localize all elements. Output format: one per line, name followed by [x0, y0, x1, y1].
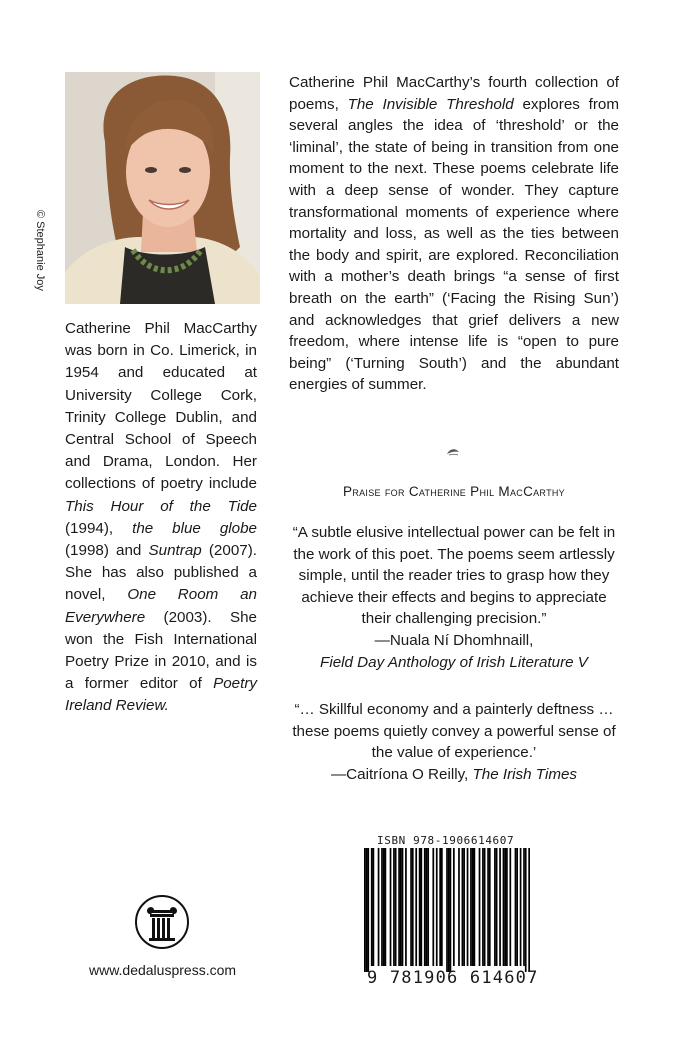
review-quote	[289, 522, 619, 673]
barcode-bar	[426, 848, 428, 966]
book-title: Poetry Ireland Review.	[65, 675, 257, 715]
bio-text: (1998) and	[65, 542, 149, 560]
book-title: One Room an Everywhere	[65, 586, 257, 626]
quote-text: “… Skillful economy and a painterly deftness … these poems quietly convey a powerful sense of the value of experience.’	[292, 701, 616, 762]
barcode-bar	[381, 848, 383, 966]
photo-credit	[30, 210, 50, 300]
photo-credit-text: © Stephanie Joy	[34, 210, 46, 291]
barcode-bar	[503, 848, 505, 966]
barcode-bar	[419, 848, 421, 966]
review-quote	[289, 699, 619, 785]
barcode-bar	[378, 848, 380, 966]
barcode-bar	[393, 848, 395, 966]
barcode-bar	[427, 848, 429, 966]
book-title: the blue globe	[132, 519, 257, 537]
barcode-bar	[450, 848, 452, 972]
barcode-bar	[482, 848, 484, 966]
barcode-bar	[474, 848, 476, 966]
barcode-bar	[520, 848, 522, 966]
book-title: Suntrap	[148, 542, 202, 560]
barcode-bar	[385, 848, 387, 966]
barcode-bar	[523, 848, 525, 966]
isbn-label: ISBN 978-1906614607	[377, 834, 515, 847]
quote-author: —Caitríona O Reilly,	[330, 765, 473, 783]
barcode-bar	[479, 848, 481, 966]
barcode-bar	[410, 848, 412, 966]
barcode-bar	[446, 848, 448, 972]
barcode-bar	[494, 848, 496, 966]
quote-source: Field Day Anthology of Irish Literature V	[320, 653, 588, 671]
bio-text: (2003). She won the Fish International Poetry Prize in 2010, and is a former editor of	[65, 608, 257, 693]
barcode-bar	[470, 848, 472, 966]
barcode-bar	[509, 848, 511, 966]
barcode-bar	[366, 848, 368, 972]
barcode-bar	[453, 848, 455, 966]
barcode-bar	[458, 848, 460, 966]
barcode-bar	[499, 848, 501, 966]
barcode-bar	[424, 848, 426, 966]
leaf-ornament-icon	[446, 445, 460, 457]
barcode-bar	[436, 848, 438, 966]
barcode-bar	[398, 848, 400, 966]
barcode-bar	[525, 848, 527, 972]
barcode-bar	[506, 848, 508, 966]
barcode-bar	[390, 848, 392, 966]
barcode-bar	[405, 848, 407, 966]
barcode-bar	[484, 848, 486, 966]
blurb-text: explores from several angles the idea of ‘threshold’ or the ‘liminal’, the state of being in transition from one moment to the next. These poems celebrate life with a deep sense of wonder. They capture transformational moments of experience where mortality and loss, as well as the ties between the body and spirit, are explored. Reconciliation with a mother’s death brings “a sense of first breath on the earth” (‘Facing the Rising Sun’) and acknowledges that grief delivers a new freedom, where intense life is “open to pure being” (‘Turning South’) and the abundant energies of summer.	[289, 95, 619, 394]
barcode-bar	[420, 848, 422, 966]
author-bio	[65, 318, 257, 718]
barcode-bar	[467, 848, 469, 966]
bio-text: (2007). She has also published a novel,	[65, 542, 257, 604]
book-blurb	[289, 72, 619, 396]
book-title: This Hour of the Tide	[65, 497, 257, 515]
publisher-logo	[134, 894, 190, 950]
barcode-bar	[441, 848, 443, 966]
publisher-website[interactable]: www.dedaluspress.com	[88, 962, 237, 978]
barcode-bar	[371, 848, 373, 966]
barcode-bar	[472, 848, 474, 966]
book-title: The Invisible Threshold	[347, 95, 514, 113]
quote-source: The Irish Times	[472, 765, 578, 783]
barcode-bar	[487, 848, 489, 966]
barcode-bar	[462, 848, 464, 966]
barcode	[364, 848, 530, 972]
barcode-bar	[383, 848, 385, 966]
barcode-number: 9 781906 614607	[367, 968, 539, 988]
barcode-bar	[395, 848, 397, 966]
barcode-bar	[367, 848, 369, 972]
barcode-bar	[489, 848, 491, 966]
blurb-text: Catherine Phil MacCarthy’s fourth collection of poems,	[289, 74, 619, 113]
barcode-bar	[463, 848, 465, 966]
quote-text: “A subtle elusive intellectual power can be felt in the work of this poet. The poems seem artlessly simple, until the reader tries to grasp how they achieve their effects and begins to appreciate their challenging precision.”	[292, 524, 616, 628]
barcode-bar	[439, 848, 441, 966]
barcode-bar	[515, 848, 517, 966]
barcode-bar	[516, 848, 518, 966]
barcode-bar	[373, 848, 375, 966]
barcode-bar	[496, 848, 498, 966]
barcode-bar	[364, 848, 366, 972]
barcode-bar	[432, 848, 434, 966]
barcode-bar	[402, 848, 404, 966]
bio-text: Catherine Phil MacCarthy was born in Co. Limerick, in 1954 and educated at University College Cork, Trinity College Dublin, and Central School of Speech and Drama, London. Her collections of poetry include	[65, 320, 257, 493]
praise-heading: Praise for Catherine Phil MacCarthy	[343, 484, 565, 499]
bio-text: (1994),	[65, 519, 133, 537]
barcode-bar	[448, 848, 450, 972]
barcode-bar	[415, 848, 417, 966]
quote-author: —Nuala Ní Dhomhnaill,	[374, 631, 534, 649]
barcode-bar	[400, 848, 402, 966]
barcode-bar	[504, 848, 506, 966]
barcode-bar	[412, 848, 414, 966]
barcode-bar	[528, 848, 530, 972]
author-photo	[65, 72, 260, 304]
